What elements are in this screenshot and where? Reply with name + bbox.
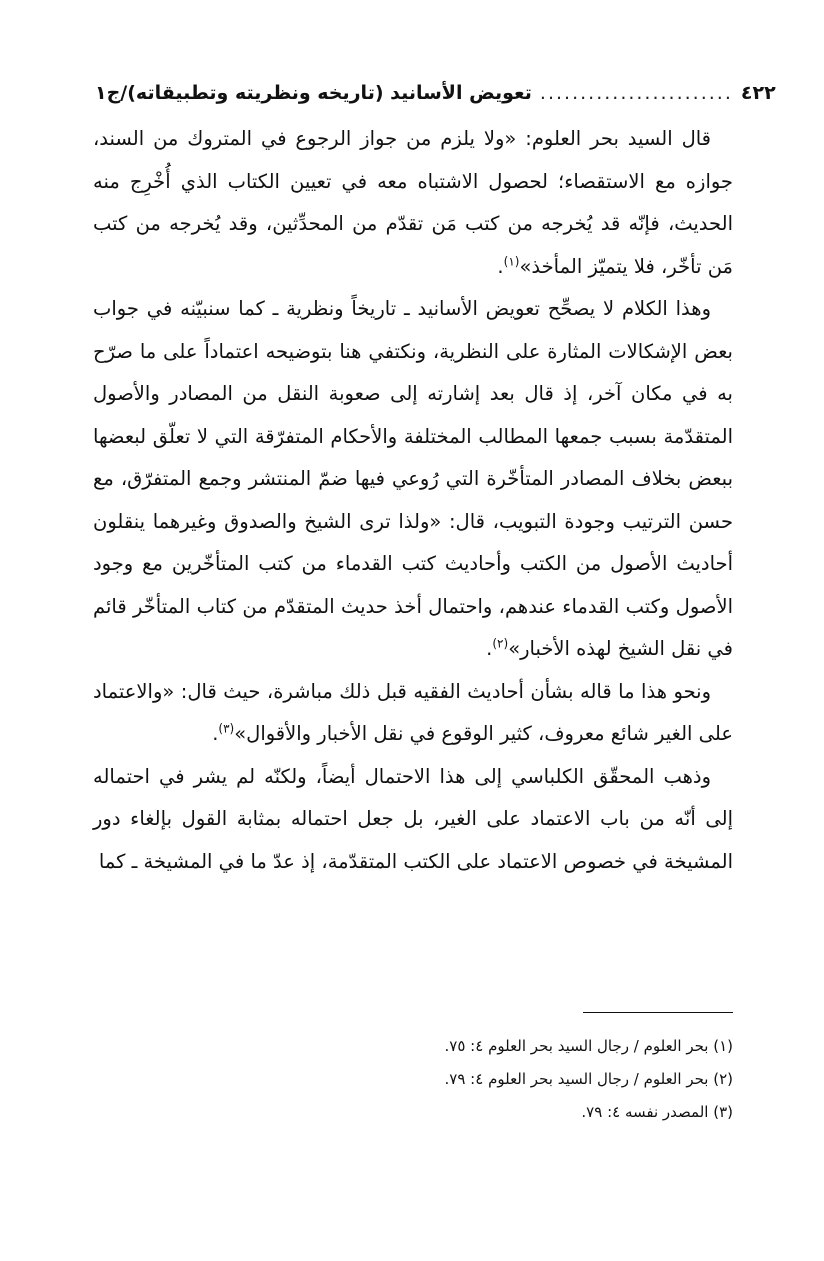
paragraph bbox=[93, 671, 733, 756]
page-number: ٤٢٢ bbox=[740, 82, 776, 104]
header-dot-leader: ........................ bbox=[539, 82, 733, 104]
main-text bbox=[93, 118, 733, 883]
footnote: (٣) المصدر نفسه ٤: ٧٩. bbox=[581, 1103, 733, 1121]
paragraph-end: . bbox=[486, 637, 493, 660]
running-header bbox=[95, 78, 776, 108]
footnote-ref[interactable]: (٢) bbox=[492, 636, 509, 651]
paragraph bbox=[93, 118, 733, 288]
paragraph-end: . bbox=[497, 254, 504, 278]
book-title: تعويض الأسانيد (تاريخه ونظريته وتطبيقاته)/ج١ bbox=[95, 82, 532, 104]
footnote-separator bbox=[583, 1012, 733, 1013]
footnote: (٢) بحر العلوم / رجال السيد بحر العلوم ٤: ٧٩. bbox=[444, 1070, 733, 1088]
paragraph bbox=[93, 288, 733, 671]
paragraph-text: قال السيد بحر العلوم: «ولا يلزم من جواز الرجوع في المتروك من السند، جوازه مع الاستقصاء؛ لحصول الاشتباه معه في تعيين الكتاب الذي أُخْرِج منه الحديث، فإنّه قد يُخرجه من كتب مَن تقدّم من المحدِّثين، وقد يُخرجه من كتب مَن تأخّر، فلا يتميّز المأخذ» bbox=[93, 127, 733, 278]
paragraph-text: وذهب المحقّق الكلباسي إلى هذا الاحتمال أيضاً، ولكنّه لم يشر في احتماله إلى أنّه من باب الاعتماد على الغير، بل جعل احتماله بمثابة القول بإلغاء دور المشيخة في خصوص الاعتماد على الكتب المتقدّمة، إذ عدّ ما في المشيخة ـ كما bbox=[93, 764, 733, 873]
footnote-ref[interactable]: (٣) bbox=[218, 721, 235, 736]
paragraph-text: وهذا الكلام لا يصحِّح تعويض الأسانيد ـ تاريخاً ونظرية ـ كما سنبيّنه في جواب بعض الإشكالات المثارة على النظرية، ونكتفي هنا بتوضيحه اعتماداً على ما صرّح به في مكان آخر، إذ قال بعد إشارته إلى صعوبة النقل من المصادر والأصول المتقدّمة بسبب جمعها المطالب المختلفة والأحكام المتفرّقة التي لا تعلّق لبعضها ببعض بخلاف المصادر المتأخّرة التي رُوعي فيها ضمّ المنتشر وجمع المتفرّق، مع حسن الترتيب وجودة التبويب، قال: «ولذا ترى الشيخ والصدوق وغيرهما ينقلون أحاديث الأصول من الكتب وأحاديث كتب القدماء من كتب المتأخّرين مع وجود الأصول وكتب القدماء عندهم، واحتمال أخذ حديث المتقدّم من كتاب المتأخّر قائم في نقل الشيخ لهذه الأخبار» bbox=[93, 297, 733, 660]
paragraph-end: . bbox=[212, 722, 219, 745]
footnote-ref[interactable]: (١) bbox=[503, 254, 520, 268]
paragraph-text: ونحو هذا ما قاله بشأن أحاديث الفقيه قبل ذلك مباشرة، حيث قال: «والاعتماد على الغير شائع معروف، كثير الوقوع في نقل الأخبار والأقوال» bbox=[93, 679, 733, 745]
footnotes bbox=[93, 1030, 733, 1129]
footnote: (١) بحر العلوم / رجال السيد بحر العلوم ٤: ٧٥. bbox=[444, 1037, 733, 1055]
paragraph bbox=[93, 756, 733, 884]
